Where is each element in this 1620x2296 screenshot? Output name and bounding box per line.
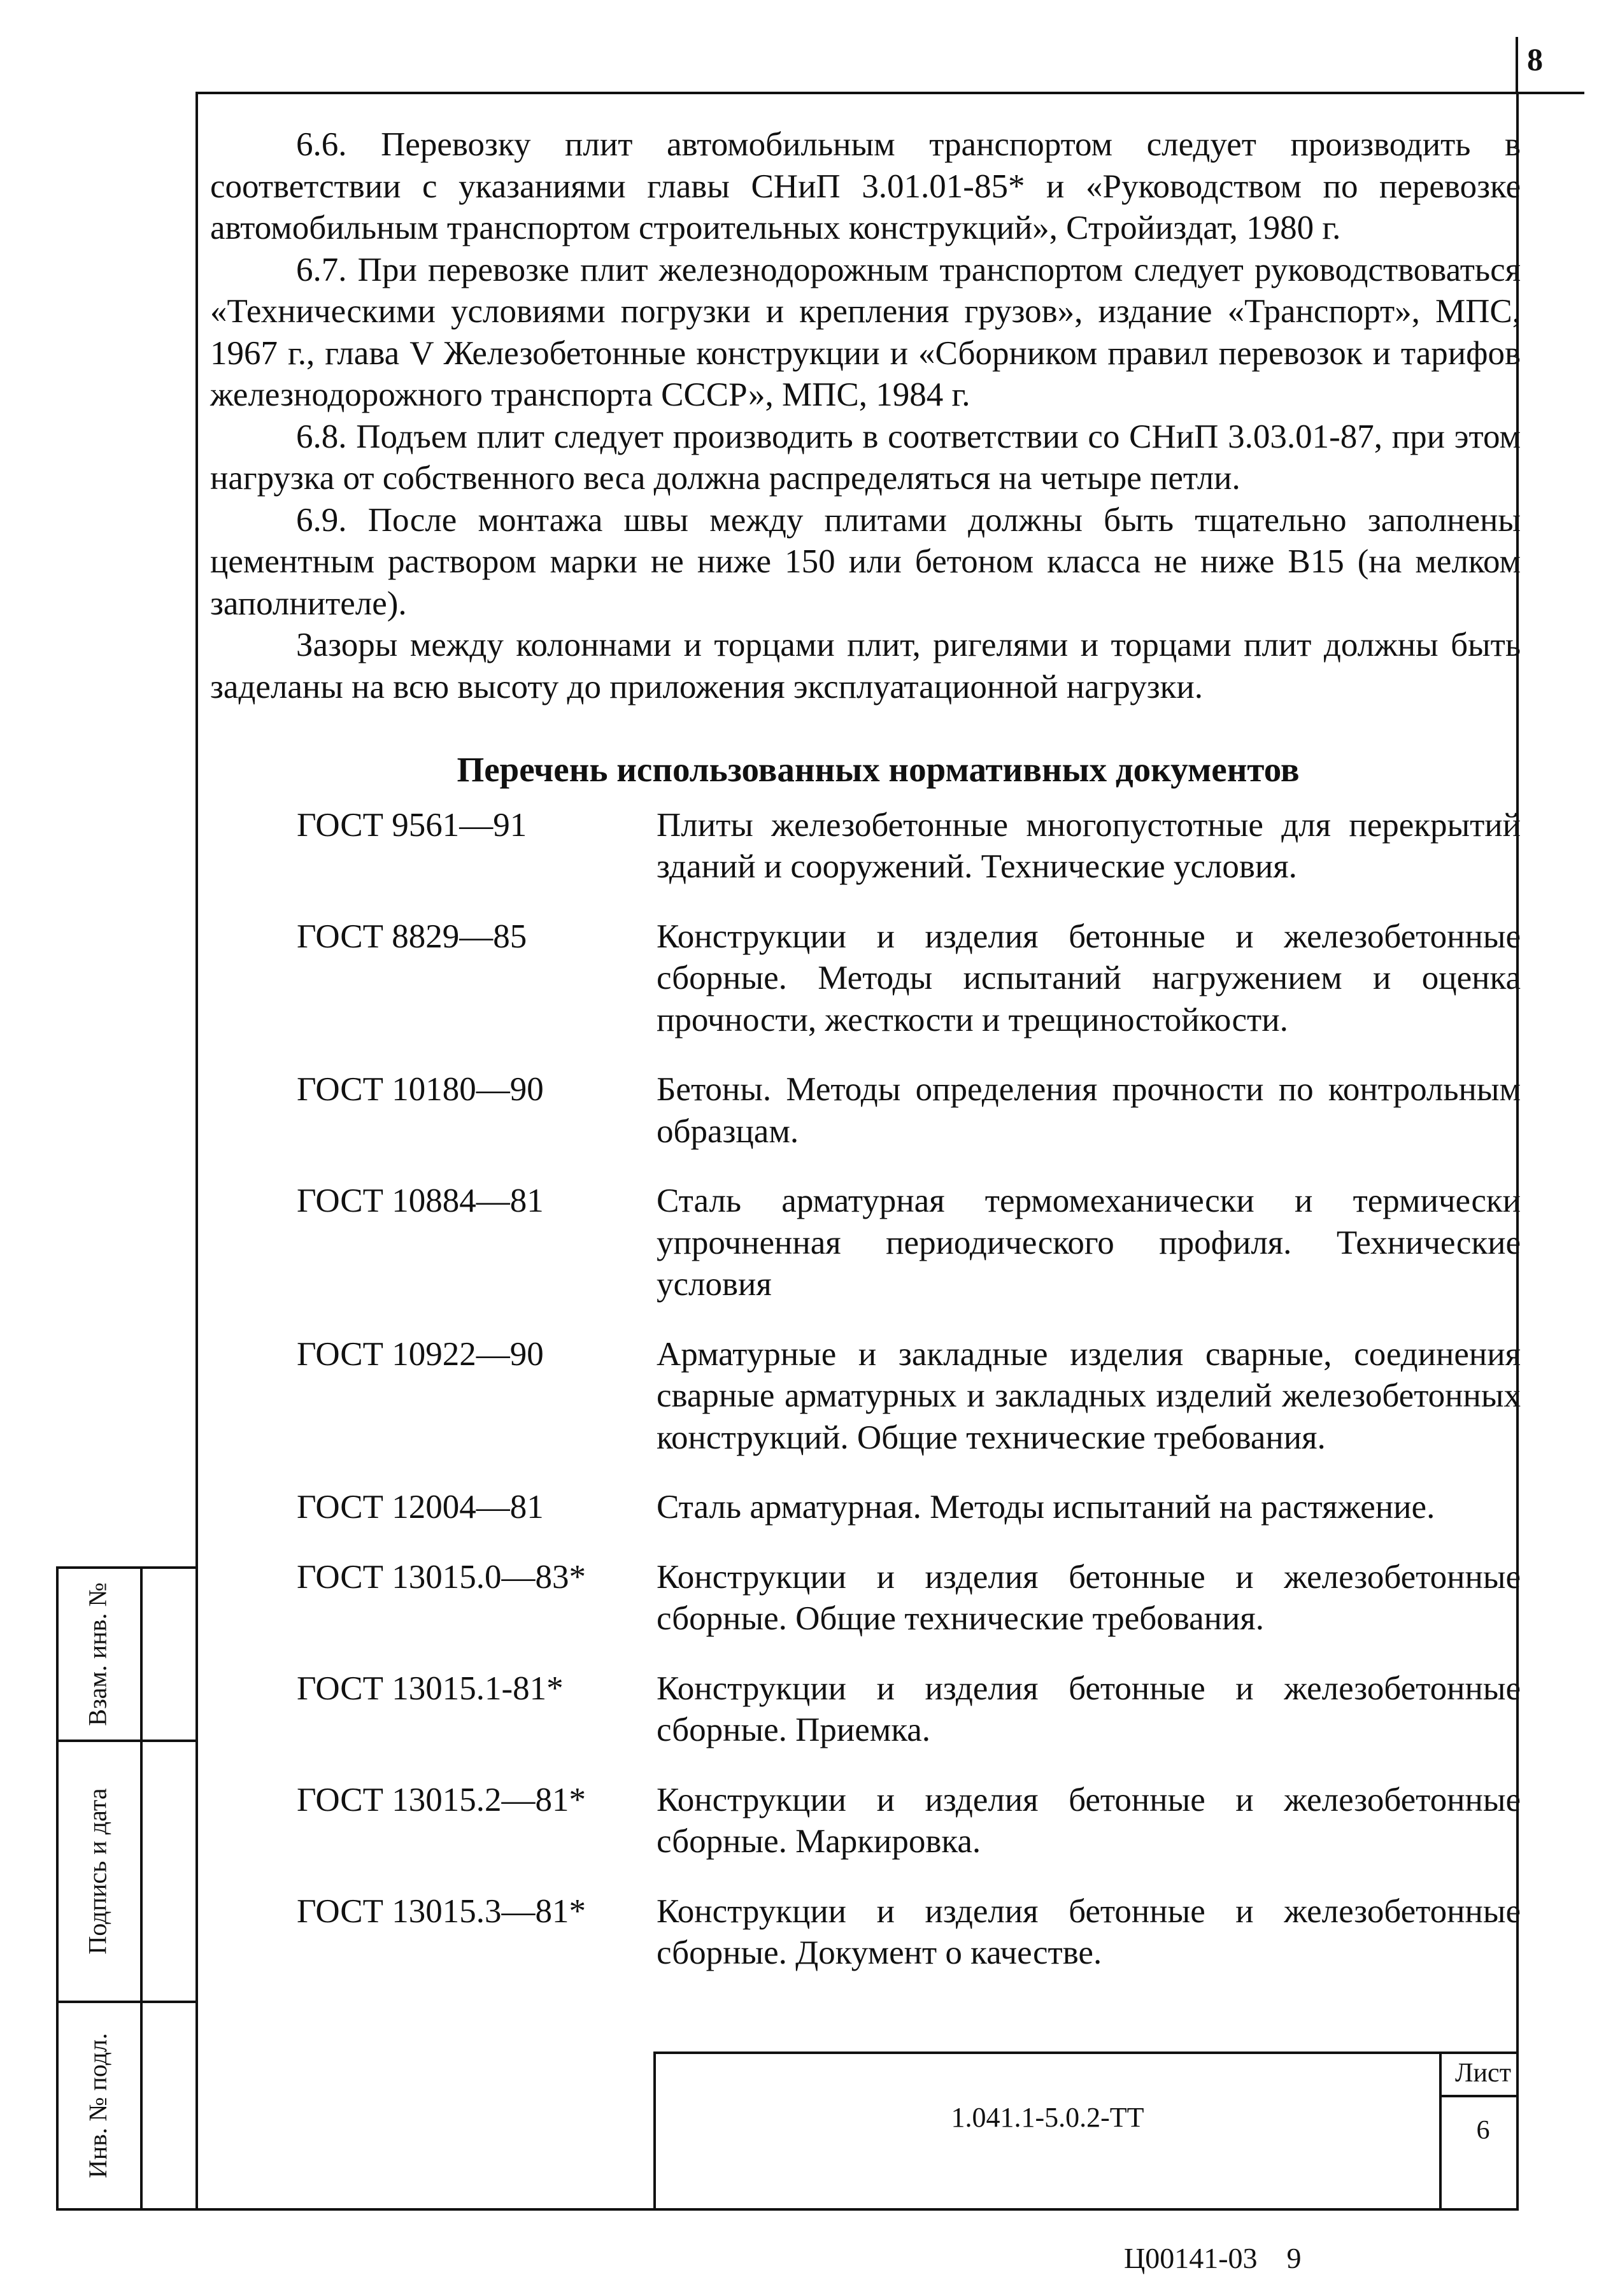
document-code: ГОСТ 13015.2—81* xyxy=(297,1781,586,1818)
document-title: Конструкции и изделия бетонные и железобетонные сборные. Методы испытаний нагружением и оценка прочности, жесткости и трещиностойкости. xyxy=(657,918,1521,1038)
side-label-podpis-data: Подпись и дата xyxy=(83,1788,112,1955)
page-number-underline xyxy=(1516,92,1584,94)
side-label-vzam-inv: Взам. инв. № xyxy=(83,1582,113,1726)
document-title: Сталь арматурная термомеханически и термически упрочненная периодического профиля. Технические условия xyxy=(657,1182,1521,1303)
stamp-sheet-number: 6 xyxy=(1476,2116,1490,2145)
document-code: ГОСТ 10922—90 xyxy=(297,1335,544,1373)
document-title: Бетоны. Методы определения прочности по контрольным образцам. xyxy=(657,1071,1521,1150)
paragraph-6-9: 6.9. После монтажа швы между плитами должны быть тщательно заполнены цементным раствором марки не ниже 150 или бетоном класса не ниже В15 (на мелком заполнителе). xyxy=(210,501,1521,622)
document-row xyxy=(210,1487,1521,1529)
document-code: ГОСТ 10180—90 xyxy=(297,1071,544,1108)
document-code: ГОСТ 13015.1-81* xyxy=(297,1669,564,1707)
document-title: Конструкции и изделия бетонные и железобетонные сборные. Маркировка. xyxy=(657,1781,1521,1860)
document-title: Арматурные и закладные изделия сварные, соединения сварные арматурных и закладных изделий железобетонных конструкций. Общие технические требования. xyxy=(657,1335,1521,1456)
stamp-sheet-line xyxy=(1439,2095,1519,2097)
side-label-inv-podl: Инв. № подл. xyxy=(83,2033,113,2178)
document-code: ГОСТ 13015.0—83* xyxy=(297,1558,586,1596)
stamp-sheet-label: Лист xyxy=(1455,2059,1511,2088)
page-number-divider xyxy=(1516,37,1518,94)
document-code: ГОСТ 12004—81 xyxy=(297,1489,544,1526)
document-title: Сталь арматурная. Методы испытаний на растяжение. xyxy=(657,1489,1435,1526)
document-row xyxy=(210,1668,1521,1752)
section-title: Перечень использованных нормативных документов xyxy=(457,750,1300,789)
paragraph-6-6: 6.6. Перевозку плит автомобильным транспортом следует производить в соответствии с указаниями главы СНиП 3.01.01-85* и «Руководством по перевозке автомобильным транспортом строительных конструкций», Стройиздат, 1980 г. xyxy=(210,126,1521,246)
paragraph-6-7: 6.7. При перевозке плит железнодорожным транспортом следует руководствоваться «Техническими условиями погрузки и крепления грузов», издание «Транспорт», МПС, 1967 г., глава V Железобетонные конструкции и «Сборником правил перевозок и тарифов железнодорожного транспорта СССР», МПС, 1984 г. xyxy=(210,251,1521,413)
document-row xyxy=(210,1891,1521,1974)
stamp-top xyxy=(653,2052,1519,2054)
document-title: Конструкции и изделия бетонные и железобетонные сборные. Общие технические требования. xyxy=(657,1558,1521,1637)
normative-documents-list xyxy=(210,805,1521,1974)
document-row xyxy=(210,1334,1521,1459)
document-row xyxy=(210,1557,1521,1640)
page-number: 8 xyxy=(1527,41,1543,77)
document-row xyxy=(210,1069,1521,1152)
document-title: Конструкции и изделия бетонные и железобетонные сборные. Приемка. xyxy=(657,1669,1521,1748)
stamp-document-code: 1.041.1-5.0.2-ТТ xyxy=(951,2102,1144,2133)
document-row xyxy=(210,916,1521,1042)
frame-top xyxy=(195,92,1519,94)
document-code: ГОСТ 10884—81 xyxy=(297,1182,544,1219)
document-code: ГОСТ 13015.3—81* xyxy=(297,1892,586,1930)
document-title: Плиты железобетонные многопустотные для перекрытий зданий и сооружений. Технические условия. xyxy=(657,806,1521,885)
footer-code: Ц00141-03 9 xyxy=(1124,2242,1302,2274)
document-row xyxy=(210,1780,1521,1863)
frame-left xyxy=(195,92,198,2211)
document-code: ГОСТ 8829—85 xyxy=(297,918,527,955)
paragraph-gaps: Зазоры между колоннами и торцами плит, ригелями и торцами плит должны быть заделаны на всю высоту до приложения эксплуатационной нагрузки. xyxy=(210,627,1521,705)
document-row xyxy=(210,1180,1521,1306)
frame-bottom xyxy=(56,2208,1519,2211)
document-code: ГОСТ 9561—91 xyxy=(297,806,527,844)
page-content xyxy=(210,124,1521,2002)
document-row xyxy=(210,805,1521,888)
margin-inner-divider xyxy=(140,1566,143,2211)
paragraph-6-8: 6.8. Подъем плит следует производить в соответствии со СНиП 3.03.01-87, при этом нагрузка от собственного веса должна распределяться на четыре петли. xyxy=(210,418,1521,497)
document-title: Конструкции и изделия бетонные и железобетонные сборные. Документ о качестве. xyxy=(657,1892,1521,1971)
